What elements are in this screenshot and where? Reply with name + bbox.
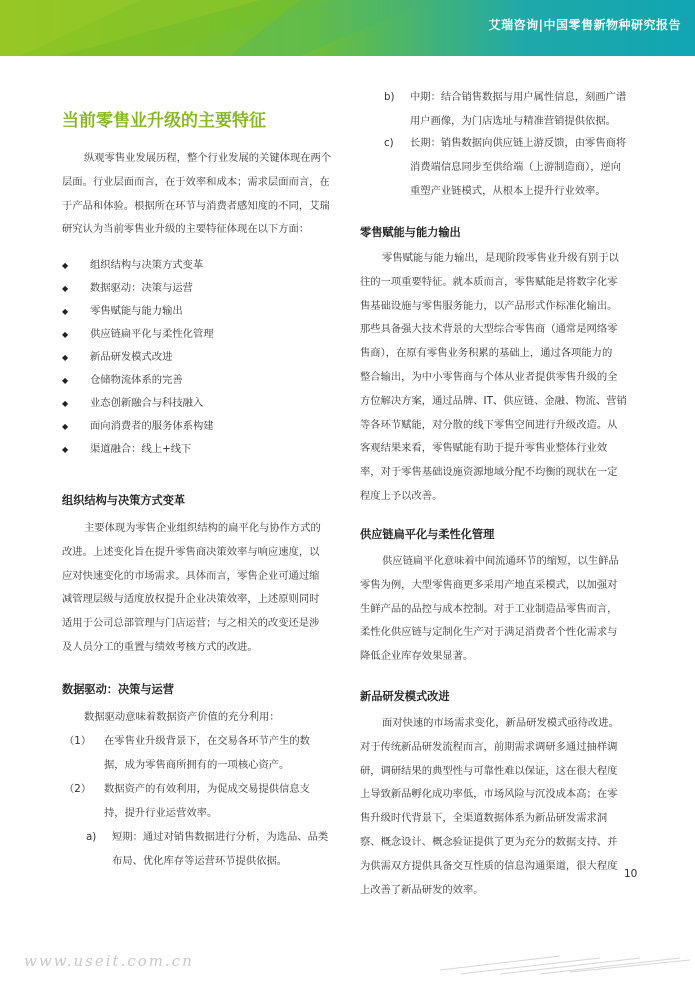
section-heading-data: 数据驱动：决策与运营 bbox=[62, 683, 174, 696]
empower-paragraph: 零售赋能与能力输出，是现阶段零售业升级有别于以 往的一项重要特征。就本质而言，零售赋能是将数字化零 售基础设施与零售服务能力，以产品形式作标准化输出。 那些具备强大技术背景的大型综合零售商（通常是网络零 售商），在原有零售业务积累的基础上，通过各项能力的 整合输出，为中小零售商与个体从业者提供零售升级的全 方位解决方案，通过品牌、IT、供应链、金融、物流、营销 等各环节赋能，对分散的线下零售空间进行升级改造。从 客观结果来看，零售赋能有助于提升零售业整体行业效 率，对于零售基础设施资源地域分配不均衡的现状在一定 程度上予以改善。 bbox=[360, 252, 627, 502]
intro-line: 纵观零售业发展历程，整个行业发展的关键体现在两个 bbox=[84, 152, 332, 164]
diamond-bullet-icon: ◆ bbox=[62, 330, 69, 339]
section-heading-empower: 零售赋能与能力输出 bbox=[360, 226, 461, 239]
page-number: 10 bbox=[624, 868, 638, 880]
lettered-item: b) 中期：结合销售数据与用户属性信息，刻画广谱 用户画像，为门店选址与精准营销提供依据。 bbox=[384, 91, 627, 127]
supply-paragraph: 供应链扁平化意味着中间流通环节的缩短，以生鲜品 零售为例，大型零售商更多采用产地直采模式，以加强对 生鲜产品的品控与成本控制。对于工业制造品零售而言， 柔性化供应链与定制化生产对于满足消费者个性化需求与 降低企业库存效果显著。 bbox=[360, 555, 619, 663]
intro-paragraph bbox=[62, 147, 334, 242]
lettered-item: a) 短期：通过对销售数据进行分析，为选品、品类 布局、优化库存等运营环节提供依据。 bbox=[86, 831, 329, 867]
paragraph-line: 主要体现为零售企业组织结构的扁平化与协作方式的 bbox=[84, 522, 321, 534]
numbered-item: （2） 数据资产的有效利用，为促成交易提供信息支 持，提升行业运营效率。 bbox=[64, 783, 310, 819]
intro-line: 于产品和体验。根据所在环节与消费者感知度的不同，艾瑞 bbox=[62, 199, 330, 212]
paragraph-line: 适用于公司总部管理与门店运营；与之相关的改变还是涉 bbox=[62, 617, 320, 630]
report-brand: 艾瑞咨询|中国零售新物种研究报告 bbox=[488, 18, 681, 32]
intro-line: 研究认为当前零售业升级的主要特征体现在以下方面： bbox=[62, 223, 310, 236]
numbered-item: （1） 在零售业升级背景下，在交易各环节产生的数 据，成为零售商所拥有的一项核心资产。 bbox=[64, 735, 310, 771]
diamond-bullet-icon: ◆ bbox=[62, 261, 69, 270]
org-paragraph bbox=[62, 517, 334, 660]
paragraph-line: 改进。上述变化旨在提升零售商决策效率与响应速度，以 bbox=[62, 545, 320, 558]
paragraph-line: 及人员分工的重置与绩效考核方式的改进。 bbox=[62, 640, 258, 653]
page-title: 当前零售业升级的主要特征 bbox=[62, 111, 266, 131]
newproduct-paragraph: 面对快速的市场需求变化，新品研发模式亟待改进。 对于传统新品研发流程而言，前期需求调研多通过抽样调 研，调研结果的典型性与可靠性难以保证，这在很大程度 上导致新品孵化成功率低，市场风险与沉没成本高；在零 售升级时代背景下，全渠道数据体系为新品研发需求洞 察、概念设计、概念验证提供了更为充分的数据支持、并 为供需双方提供具备交互性质的信息沟通渠道，很大程度 上改善了新品研发的效率。 bbox=[360, 717, 619, 896]
diamond-bullet-icon: ◆ bbox=[62, 399, 69, 408]
paragraph-line: 应对快速变化的市场需求。具体而言，零售企业可通过缩 bbox=[62, 569, 320, 582]
watermark: www.useit.com.cn bbox=[24, 952, 194, 970]
data-intro: 数据驱动意味着数据资产价值的充分利用： bbox=[84, 711, 280, 723]
intro-line: 层面。行业层面而言，在于效率和成本；需求层面而言，在 bbox=[62, 175, 330, 188]
diamond-bullet-icon: ◆ bbox=[62, 353, 69, 362]
diamond-bullet-icon: ◆ bbox=[62, 445, 69, 454]
diamond-bullet-icon: ◆ bbox=[62, 307, 69, 316]
lettered-item: c) 长期：销售数据向供应链上游反馈，由零售商将 消费端信息同步至供给端（上游制造商），逆向 重塑产业链模式，从根本上提升行业效率。 bbox=[384, 137, 627, 197]
watermark-lines bbox=[440, 950, 690, 976]
diamond-bullet-icon: ◆ bbox=[62, 284, 69, 293]
section-heading-supply: 供应链扁平化与柔性化管理 bbox=[360, 528, 495, 541]
section-heading-newproduct: 新品研发模式改进 bbox=[360, 690, 450, 703]
diamond-bullet-icon: ◆ bbox=[62, 422, 69, 431]
section-heading-org: 组织结构与决策方式变革 bbox=[62, 494, 186, 507]
paragraph-line: 减管理层级与适度放权提升企业决策效率，上述原则同时 bbox=[62, 593, 320, 606]
diamond-bullet-icon: ◆ bbox=[62, 376, 69, 385]
